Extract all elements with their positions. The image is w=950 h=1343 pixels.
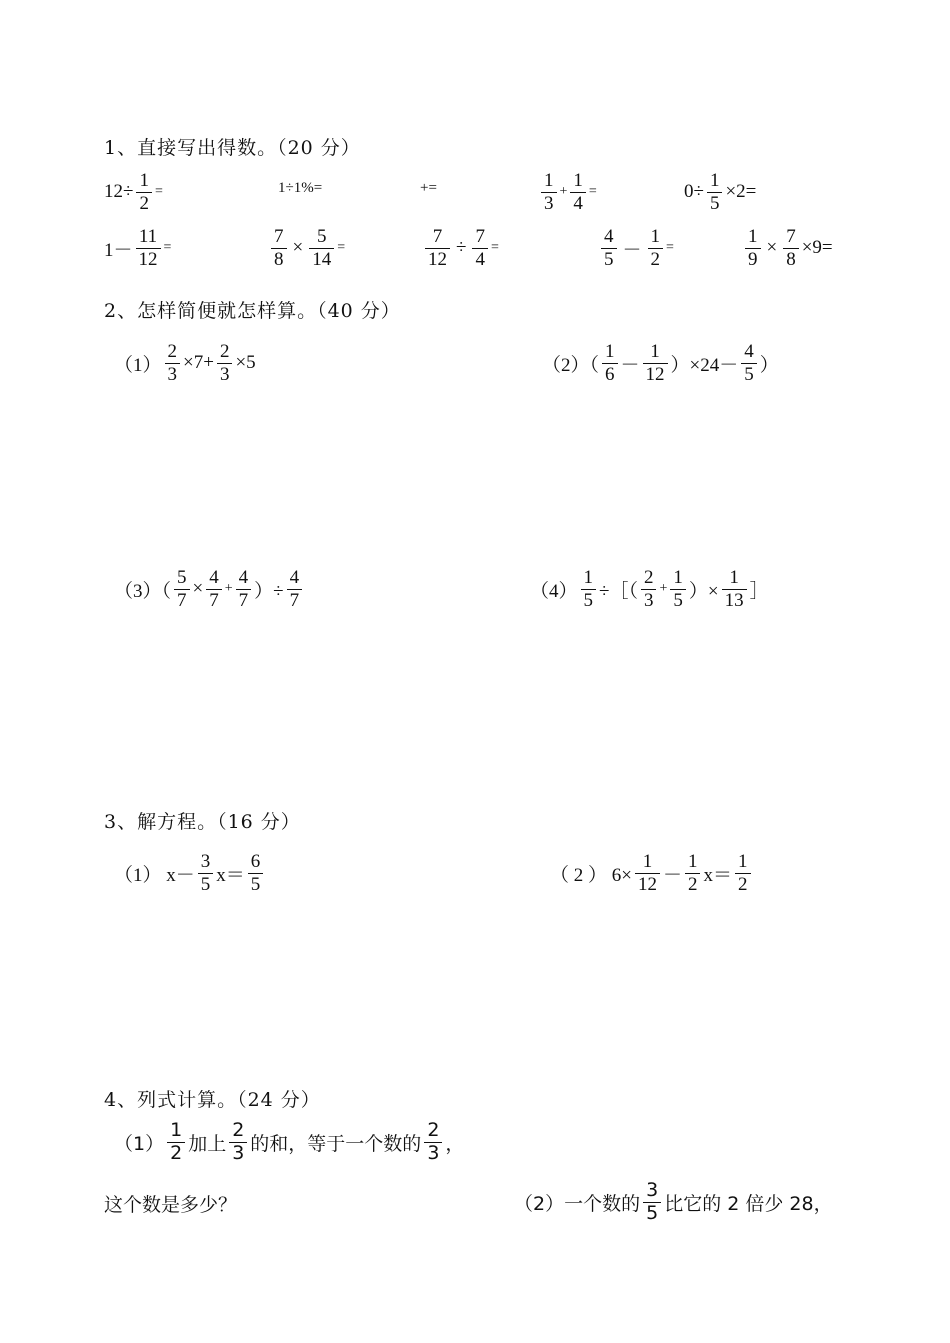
word-problem-1 — [114, 1120, 464, 1165]
fraction — [741, 341, 757, 386]
numerator: 4 — [604, 226, 614, 247]
word-problem-2 — [514, 1180, 833, 1225]
expr-text: － — [662, 864, 682, 886]
expr-text: 的和，等于一个数的 — [250, 1132, 422, 1155]
problem-1-9 — [598, 226, 674, 271]
problem-label: （1） — [114, 354, 162, 376]
numerator: 1 — [544, 170, 554, 191]
denominator: 3 — [424, 1142, 442, 1165]
fraction — [643, 341, 668, 386]
fraction — [635, 851, 660, 896]
expr-text: － — [620, 354, 640, 376]
problem-1-5 — [684, 170, 756, 215]
problem-1-4 — [538, 170, 597, 215]
fraction — [643, 1180, 661, 1225]
denominator: 3 — [641, 589, 657, 612]
denominator: 12 — [136, 248, 161, 271]
denominator: 12 — [425, 248, 450, 271]
fraction — [236, 567, 252, 612]
denominator: 2 — [685, 873, 701, 896]
problem-label: （1） — [114, 1132, 165, 1155]
operator: × — [292, 237, 304, 259]
fraction — [287, 567, 303, 612]
expr-text: ×5 — [235, 352, 256, 374]
denominator: 3 — [165, 363, 181, 386]
numerator: 1 — [709, 170, 720, 191]
numerator: 3 — [200, 851, 211, 872]
fraction — [670, 567, 686, 612]
numerator: 6 — [250, 851, 261, 872]
problem-1-7 — [268, 226, 345, 271]
fraction — [601, 226, 617, 271]
denominator: 5 — [741, 363, 757, 386]
expr-text: ）×24－ — [670, 354, 739, 376]
fraction — [229, 1120, 247, 1165]
numerator: 2 — [167, 341, 178, 362]
equals-sign: = — [588, 184, 597, 200]
problem-1-2 — [278, 180, 322, 197]
numerator: 7 — [475, 226, 485, 247]
expr-text: 这个数是多少？ — [104, 1194, 238, 1216]
problem-label: （3）（ — [114, 580, 172, 602]
word-problem-1-line-2 — [104, 1190, 237, 1217]
numerator: 1 — [687, 851, 698, 872]
section-4-heading: 4、列式计算。（24 分） — [104, 1089, 321, 1111]
numerator: 4 — [238, 567, 249, 588]
problem-label: （2）（ — [542, 354, 600, 376]
numerator: 3 — [646, 1179, 659, 1201]
fraction — [165, 341, 181, 386]
denominator: 2 — [167, 1142, 185, 1165]
simplify-problem-3 — [114, 567, 305, 612]
numerator: 1 — [650, 226, 661, 247]
expr-text: x＝ — [216, 864, 245, 886]
fraction — [424, 1120, 442, 1165]
numerator: 5 — [316, 226, 327, 247]
fraction — [425, 226, 450, 271]
numerator: 2 — [427, 1119, 440, 1141]
problem-label: （2）一个数的 — [514, 1192, 641, 1215]
numerator: 2 — [219, 341, 230, 362]
numerator: 7 — [274, 226, 284, 247]
expr-text: 比它的 2 倍少 28， — [664, 1192, 833, 1215]
problem-label: （1） x－ — [114, 864, 195, 886]
denominator: 7 — [236, 589, 252, 612]
denominator: 12 — [635, 873, 660, 896]
simplify-problem-1 — [114, 341, 256, 386]
denominator: 7 — [287, 589, 303, 612]
problem-1-3 — [420, 180, 437, 197]
problem-label: （ 2 ） 6× — [550, 864, 632, 886]
numerator: 7 — [786, 226, 796, 247]
fraction — [581, 567, 597, 612]
expr-text: ）× — [688, 580, 719, 602]
expr-text: ， — [445, 1132, 465, 1155]
numerator: 4 — [289, 567, 300, 588]
denominator: 5 — [707, 192, 723, 215]
fraction — [783, 226, 799, 271]
expr-text: + — [224, 581, 233, 597]
expr-text: 0÷ — [684, 181, 704, 203]
denominator: 14 — [309, 248, 334, 271]
denominator: 3 — [229, 1142, 247, 1165]
numerator: 2 — [643, 567, 654, 588]
denominator: 5 — [601, 248, 617, 271]
expr-text: ） — [759, 354, 779, 376]
fraction — [641, 567, 657, 612]
denominator: 9 — [745, 248, 761, 271]
fraction — [174, 567, 190, 612]
denominator: 2 — [136, 192, 152, 215]
equals-sign: = — [163, 240, 172, 256]
numerator: 1 — [738, 851, 748, 872]
fraction — [206, 567, 222, 612]
problem-label: （4） — [530, 580, 578, 602]
numerator: 1 — [729, 567, 739, 588]
denominator: 13 — [722, 589, 747, 612]
fraction — [707, 170, 723, 215]
denominator: 7 — [206, 589, 222, 612]
problem-1-10 — [742, 226, 833, 271]
fraction — [745, 226, 761, 271]
numerator: 1 — [748, 226, 758, 247]
fraction — [167, 1120, 185, 1165]
denominator: 8 — [271, 248, 287, 271]
denominator: 12 — [643, 363, 668, 386]
simplify-problem-2 — [542, 341, 779, 386]
denominator: 3 — [217, 363, 233, 386]
numerator: 11 — [138, 226, 158, 247]
section-1-heading: 1、直接写出得数。（20 分） — [104, 137, 361, 159]
expr-text: ×9= — [801, 237, 833, 259]
expr-text: x＝ — [703, 864, 732, 886]
denominator: 5 — [643, 1202, 661, 1225]
denominator: 5 — [581, 589, 597, 612]
numerator: 1 — [673, 567, 683, 588]
denominator: 7 — [174, 589, 190, 612]
numerator: 4 — [209, 567, 219, 588]
expr-text: 12÷ — [104, 181, 134, 203]
denominator: 4 — [570, 192, 586, 215]
fraction — [198, 851, 214, 896]
denominator: 8 — [783, 248, 799, 271]
expr-text: ×2= — [725, 181, 757, 203]
section-3-heading: 3、解方程。（16 分） — [104, 811, 301, 833]
expr-text: + — [659, 581, 668, 597]
fraction — [309, 226, 334, 271]
operator: × — [766, 237, 778, 259]
expr-text: 加上 — [188, 1132, 227, 1155]
problem-1-8 — [422, 226, 499, 271]
operator: － — [622, 239, 642, 261]
fraction — [472, 226, 488, 271]
equals-sign: = — [337, 240, 346, 256]
numerator: 1 — [605, 341, 615, 362]
denominator: 6 — [602, 363, 618, 386]
fraction — [648, 226, 664, 271]
plus-sign: + — [559, 184, 568, 200]
numerator: 1 — [583, 567, 594, 588]
numerator: 1 — [139, 170, 149, 191]
fraction — [136, 226, 161, 271]
numerator: 1 — [170, 1119, 183, 1141]
numerator: 5 — [177, 567, 187, 588]
denominator: 5 — [198, 873, 214, 896]
fraction — [136, 170, 152, 215]
equation-2 — [550, 851, 754, 896]
expr-text: ］ — [749, 580, 769, 602]
numerator: 2 — [232, 1119, 245, 1141]
denominator: 2 — [735, 873, 751, 896]
simplify-problem-4 — [530, 567, 769, 612]
denominator: 3 — [541, 192, 557, 215]
fraction — [248, 851, 264, 896]
expr-text: × — [192, 578, 204, 600]
fraction — [570, 170, 586, 215]
numerator: 1 — [650, 341, 660, 362]
fraction — [217, 341, 233, 386]
numerator: 7 — [432, 226, 443, 247]
section-2-heading: 2、怎样简便就怎样算。（40 分） — [104, 300, 401, 322]
fraction — [602, 341, 618, 386]
fraction — [735, 851, 751, 896]
equation-1 — [114, 851, 266, 896]
numerator: 1 — [642, 851, 653, 872]
numerator: 4 — [744, 341, 754, 362]
problem-1-6 — [104, 226, 171, 271]
operator: ÷ — [456, 237, 467, 259]
expr-text: ÷［（ — [599, 580, 638, 602]
expr-text: ×7+ — [183, 352, 214, 374]
fraction — [685, 851, 701, 896]
expr-text: 1－ — [104, 239, 133, 261]
fraction — [271, 226, 287, 271]
expr-text: += — [420, 180, 437, 196]
numerator: 1 — [573, 170, 583, 191]
equals-sign: = — [154, 184, 163, 200]
problem-1-1 — [104, 170, 163, 215]
denominator: 5 — [248, 873, 264, 896]
fraction — [722, 567, 747, 612]
denominator: 2 — [648, 248, 664, 271]
expr-text: 1÷1%= — [278, 180, 323, 196]
denominator: 4 — [472, 248, 488, 271]
denominator: 5 — [670, 589, 686, 612]
equals-sign: = — [490, 240, 499, 256]
equals-sign: = — [666, 240, 674, 256]
expr-text: ）÷ — [254, 580, 284, 602]
fraction — [541, 170, 557, 215]
